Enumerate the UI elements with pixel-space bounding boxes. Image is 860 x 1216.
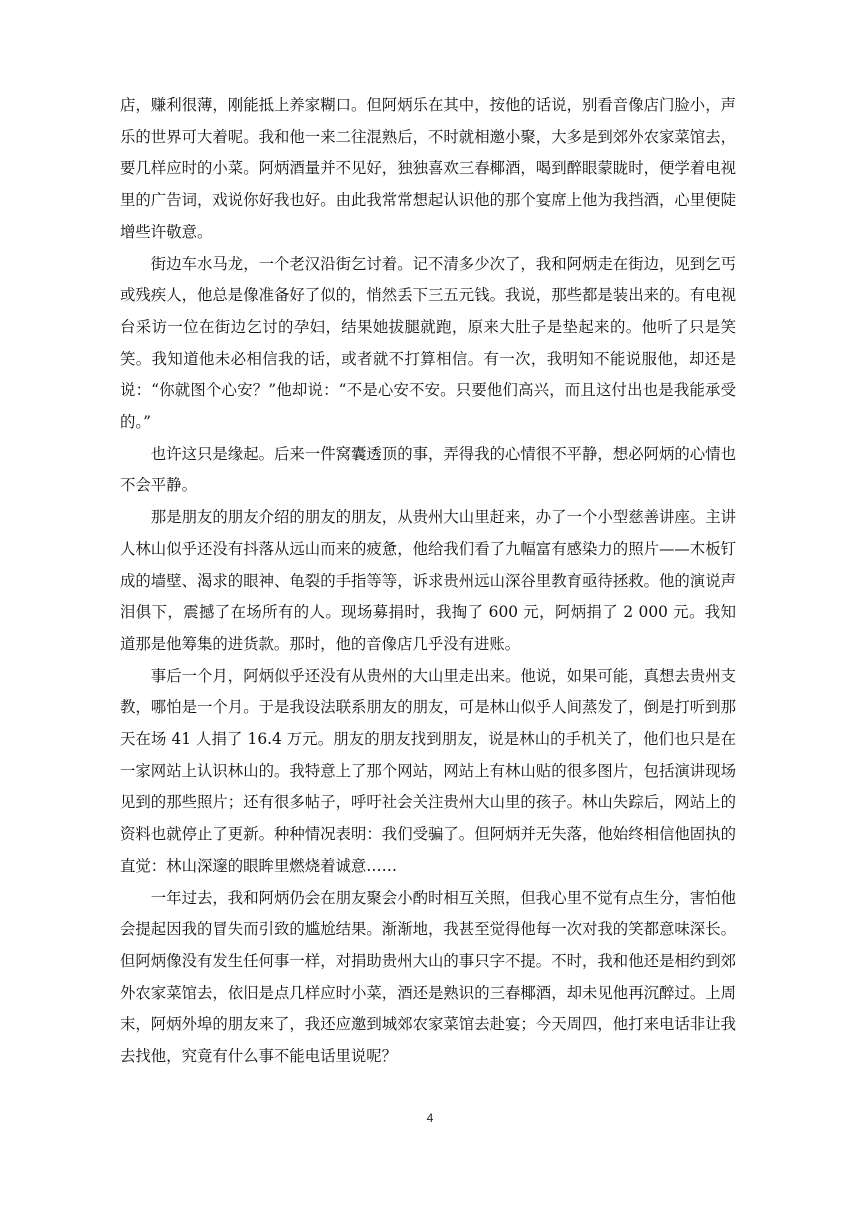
paragraph-one-year-later: 一年过去，我和阿炳仍会在朋友聚会小酌时相互关照，但我心里不觉有点生分，害怕他会提起因我的冒失而引致的尴尬结果。渐渐地，我甚至觉得他每一次对我的笑都意味深长。但阿炳像没有发生任何事一样，对捐助贵州大山的事只字不提。不时，我和他还是相约到郊外农家菜馆去，依旧是点几样应时小菜，酒还是熟识的三春椰酒，却未见他再沉醉过。上周末，阿炳外埠的朋友来了，我还应邀到城郊农家菜馆去赴宴；今天周四，他打来电话非让我去找他，究竟有什么事不能电话里说呢？ (120, 888, 736, 1066)
paragraph-deception: 事后一个月，阿炳似乎还没有从贵州的大山里走出来。他说，如果可能，真想去贵州支教，哪怕是一个月。于是我设法联系朋友的朋友，可是林山似乎人间蒸发了，倒是打听到那天在场 41 人捐了 16.4 万元。朋友的朋友找到朋友，说是林山的手机关了，他们也只是在一家网站上认识林山的。我特意上了那个网站，网站上有林山贴的很多图片，包括演讲现场见到的那些照片；还有很多帖子，呼吁社会关注贵州大山里的孩子。林山失踪后，网站上的资料也就停止了更新。种种情况表明：我们受骗了。但阿炳并无失落，他始终相信他固执的直觉：林山深邃的眼眸里燃烧着诚意…… (120, 666, 736, 875)
paragraph-charity-lecture: 那是朋友的朋友介绍的朋友的朋友，从贵州大山里赶来，办了一个小型慈善讲座。主讲人林山似乎还没有抖落从远山而来的疲惫，他给我们看了九幅富有感染力的照片——木板钉成的墙壁、渴求的眼神、龟裂的手指等等，诉求贵州远山深谷里教育亟待拯救。他的演说声泪俱下，震撼了在场所有的人。现场募捐时，我掏了 600 元，阿炳捐了 2 000 元。我知道那是他筹集的进货款。那时，他的音像店几乎没有进账。 (120, 508, 736, 653)
paragraph-continuation: 店，赚利很薄，刚能抵上养家糊口。但阿炳乐在其中，按他的话说，别看音像店门脸小，声乐的世界可大着呢。我和他一来二往混熟后，不时就相邀小聚，大多是到郊外农家菜馆去，要几样应时的小菜。阿炳酒量并不见好，独独喜欢三春椰酒，喝到醉眼蒙眬时，便学着电视里的广告词，戏说你好我也好。由此我常常想起认识他的那个宴席上他为我挡酒，心里便陡增些许敬意。 (120, 96, 736, 241)
paragraph-beggar: 街边车水马龙，一个老汉沿街乞讨着。记不清多少次了，我和阿炳走在街边，见到乞丐或残疾人，他总是像准备好了似的，悄然丢下三五元钱。我说，那些都是装出来的。有电视台采访一位在街边乞讨的孕妇，结果她拔腿就跑，原来大肚子是垫起来的。他听了只是笑笑。我知道他未必相信我的话，或者就不打算相信。有一次，我明知不能说服他，却还是说：“你就图个心安？”他却说：“不是心安不安。只要他们高兴，而且这付出也是我能承受的。” (120, 254, 736, 432)
page-number: 4 (426, 1111, 434, 1125)
paragraph-origin: 也许这只是缘起。后来一件窝囊透顶的事，弄得我的心情很不平静，想必阿炳的心情也不会平静。 (120, 444, 736, 495)
document-page (120, 90, 736, 1073)
